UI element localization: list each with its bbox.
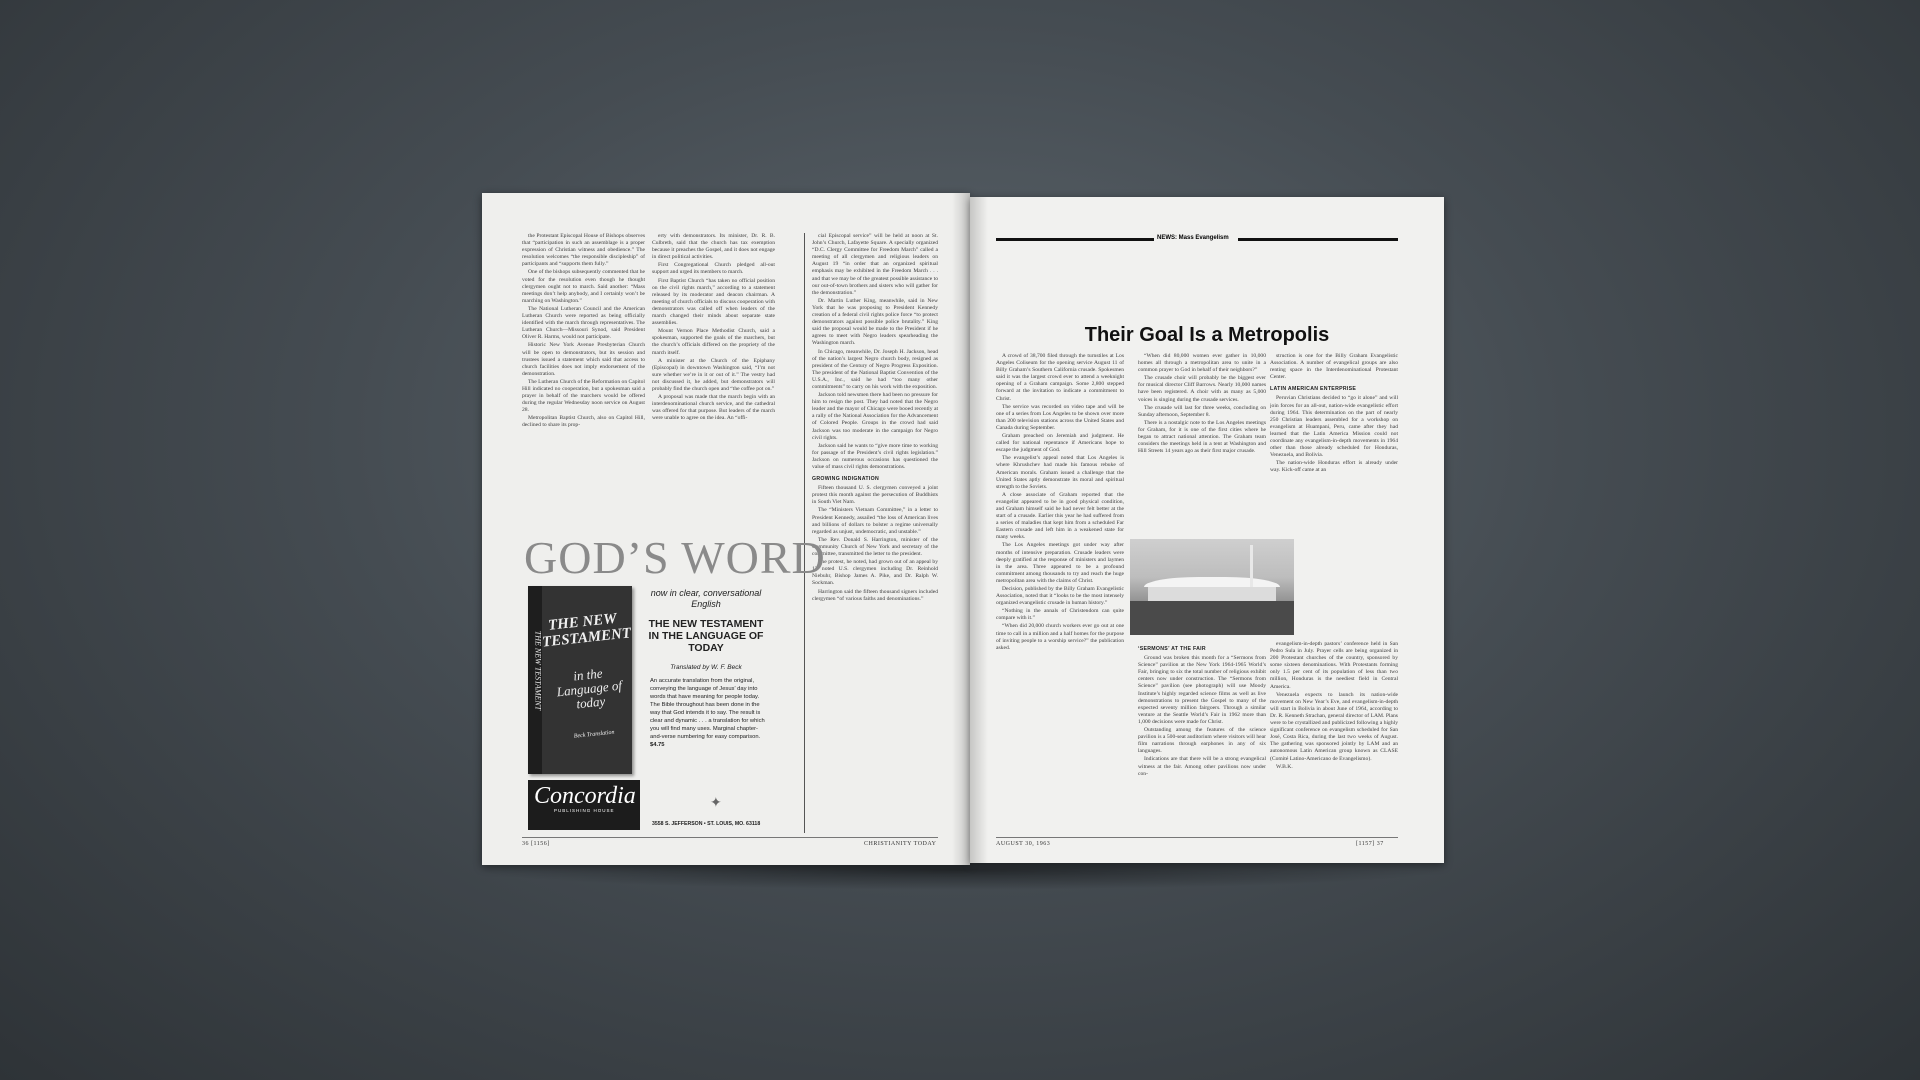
article-paragraph: Peruvian Christians decided to “go it alone” and will join forces for an all-out, nation-wide evangelistic effort during 1964. This determination on the part of nearly 250 Christian leaders assembled for a workshop on evangelism at Huampaní, Peru, came after they had learned that the Latin America Mission could not coordinate any evangelism-in-depth movements in 1964 other than those already scheduled for Honduras, Venezuela, and Bolivia. bbox=[1270, 395, 1398, 459]
footer-rule bbox=[996, 837, 1398, 838]
pavilion-photo bbox=[1130, 539, 1294, 635]
article-paragraph: Venezuela expects to launch its nation-wide movement on New Year’s Eve, and evangelism-in-depth will start in Bolivia in about June of 1964, according to Dr. R. Kenneth Strachan, general director of LAM. Plans were to be crystallized and publicized following a highly significant conference on evangelism scheduled for San José, Costa Rica, during the last two weeks of August. The gathering was sponsored jointly by LAM and an autonomous Latin American group known as CLASE (Comité Latino-Americano de Evangelismo). bbox=[1270, 691, 1398, 762]
star-ornament-icon: ✦ bbox=[710, 796, 722, 811]
article-headline: Their Goal Is a Metropolis bbox=[1084, 324, 1330, 346]
section-subhead: GROWING INDIGNATION bbox=[812, 476, 879, 483]
article-paragraph: There is a nostalgic note to the Los Angeles meetings for Graham, for it is one of the first cities where he began to attract national attention. The Graham team considers the meetings held in a tent at Washington and Hill Streets 14 years ago as their first major crusade. bbox=[1138, 419, 1266, 455]
article-paragraph: The nation-wide Honduras effort is already under way. Kick-off came at an bbox=[1270, 460, 1398, 474]
article-paragraph: The Rev. Donald S. Harrington, minister of the Community Church of New York and secretary of the committee, transmitted the letter to the president. bbox=[812, 536, 938, 558]
article-paragraph: Outstanding among the features of the science pavilion is a 500-seat auditorium where visitors will hear film narrations through earphones in any of six languages. bbox=[1138, 727, 1266, 755]
footer-left: 36 [1156] bbox=[522, 841, 550, 847]
book-title: THE NEW TESTAMENT bbox=[541, 610, 632, 651]
article-paragraph: Jackson told newsmen there had been no pressure for him to resign the post. They had noted that the Negro leader and the mayor of Chicago were booed recently at a rally of the National Association for the Advancement of Colored People. Groups in the crowd had said Jackson was too moderate in the campaign for Negro civil rights. bbox=[812, 392, 938, 441]
right-page bbox=[970, 197, 1444, 863]
ad-title: GOD’S WORD bbox=[524, 532, 826, 583]
article-paragraph: The National Lutheran Council and the American Lutheran Church were reported as being officially identified with the march through representatives. The Lutheran Church—Missouri Synod, said President Oliver R. Harms, would not participate. bbox=[522, 305, 645, 341]
article-paragraph: Metropolitan Baptist Church, also on Capitol Hill, declined to share its prop- bbox=[522, 415, 645, 429]
right-column-2 bbox=[1138, 353, 1266, 531]
article-paragraph: The Los Angeles meetings got under way after months of intensive preparation. Crusade leaders were deeply gratified at the response of ministers and laymen in the area. Three appeared to be a profound commitment among thousands to try and reach the huge metropolitan area with the claims of Christ. bbox=[996, 542, 1124, 584]
article-paragraph: struction is one for the Billy Graham Evangelistic Association. A number of evangelical groups are also renting space in the Interdenominational Protestant Center. bbox=[1270, 353, 1398, 381]
article-paragraph: Jackson said he wants to “give more time to working for passage of the President’s civil rights legislation.” Jackson on numerous occasions has questioned the value of mass civil rights demonstrations. bbox=[812, 442, 938, 470]
article-paragraph: A proposal was made that the march begin with an interdenominational church service, and the cathedral was offered for that purpose. But leaders of the march were unable to agree on the idea. An “offi- bbox=[652, 394, 775, 422]
article-paragraph: “Nothing in the annals of Christendom can quite compare with it.” bbox=[996, 608, 1124, 622]
article-paragraph: Dr. Martin Luther King, meanwhile, said in New York that he was proposing to President Kennedy creation of a federal civil rights police force “to protect demonstrators against possible police brutality.” King said the proposal would be made to the President if he agrees to meet with Negro leaders spearheading the Washington march. bbox=[812, 297, 938, 347]
article-paragraph: The crusade choir will probably be the biggest ever for musical director Cliff Barrows. Nearly 10,000 names have been registered. A choir with as many as 5,000 voices is singing during the crusade services. bbox=[1138, 375, 1266, 403]
article-paragraph: The Lutheran Church of the Reformation on Capitol Hill indicated no cooperation, but a spokesman said a prayer in behalf of the marchers would be offered during the regular Wednesday noon service on August 28. bbox=[522, 378, 645, 414]
article-paragraph: erty with demonstrators. Its minister, Dr. R. B. Culbreth, said that the church has tax exemption because it preaches the Gospel, and it does not engage in direct political activities. bbox=[652, 233, 775, 261]
article-paragraph: The protest, he noted, had grown out of an appeal by 12 noted U.S. clergymen including Dr. Reinhold Niebuhr, Bishop James A. Pike, and Dr. Ralph W. Sockman. bbox=[812, 559, 938, 587]
article-paragraph: Fifteen thousand U. S. clergymen conveyed a joint protest this month against the persecution of Buddhists in South Viet Nam. bbox=[812, 485, 938, 506]
footer-left: AUGUST 30, 1963 bbox=[996, 841, 1051, 847]
book-spine-title: THE NEW TESTAMENT bbox=[533, 630, 543, 711]
article-paragraph: evangelism-in-depth pastors’ conference held in San Pedro Sula in July. Prayer cells are being organized in 200 Protestant churches of the country, sponsored by some sixteen denominations. With Protestants forming only 1.5 per cent of its population of less than two million, Honduras is the neediest field in Central America. bbox=[1270, 641, 1398, 690]
right-lower-column-2 bbox=[1270, 641, 1398, 837]
concordia-logo bbox=[528, 780, 640, 830]
article-paragraph: First Baptist Church “has taken no official position on the civil rights march,” according to a statement released by its moderator and deacon chairman. A meeting of church officials to discuss cooperation with demonstrators was called off when leaders of the march changed their minds about separate state assemblies. bbox=[652, 277, 775, 327]
left-page bbox=[482, 193, 970, 865]
ad-tagline: now in clear, conversational English bbox=[650, 588, 762, 609]
ad-copy bbox=[646, 588, 766, 749]
book-subtitle: in the Language of today bbox=[556, 665, 623, 712]
ad-translator: Translated by W. F. Beck bbox=[670, 664, 742, 671]
book-bottom: Beck Translation bbox=[573, 729, 615, 740]
article-paragraph: Harrington said the fifteen thousand signers included clergymen “of various faiths and denominations.” bbox=[812, 588, 938, 602]
footer-rule bbox=[522, 837, 938, 838]
book-cover-text bbox=[540, 610, 637, 742]
right-column-3 bbox=[1270, 353, 1398, 531]
article-paragraph: cial Episcopal service” will be held at noon at St. John’s Church, Lafayette Square. A specially organized “D.C. Clergy Committee for Freedom March” called a meeting of all clergymen and religious leaders on August 19 “in order that an organized spiritual emphasis may be exhibited in the Freedom March . . . and that we may be of the greatest possible assistance to our out-of-town brothers and sisters who will gather for the demonstration.” bbox=[812, 233, 938, 296]
article-paragraph: Decision, published by the Billy Graham Evangelistic Association, noted that it “looks to be the most intensely organized evangelistic crusade in human history.” bbox=[996, 586, 1124, 607]
section-label: NEWS: Mass Evangelism bbox=[1154, 235, 1232, 241]
publisher-name: Concordia bbox=[534, 783, 636, 809]
right-gutter-shade bbox=[970, 197, 988, 863]
article-paragraph: W.B.K. bbox=[1276, 763, 1293, 770]
article-paragraph: Mount Vernon Place Methodist Church, said a spokesman, supported the goals of the marchers, but the church’s officials differed on the propriety of the march itself. bbox=[652, 328, 775, 356]
article-paragraph: The evangelist’s appeal noted that Los Angeles is where Khrushchev had made his famous rebuke of American morals. Graham issued a challenge that the United States aptly demonstrate its moral and spiritual strength to the Soviets. bbox=[996, 455, 1124, 490]
article-paragraph: One of the bishops subsequently commented that he voted for the resolution even though he thought clergymen ought not to march. Said another: “Mass meetings don’t help anybody, and I certainly won’t be marching on Washington.” bbox=[522, 269, 645, 304]
section-rule-left bbox=[996, 238, 1154, 241]
ad-body-text: An accurate translation from the original, conveying the language of Jesus’ day into words that have meaning for people today. The Bible throughout has been done in the way that God intends it to say. The result is clear and dynamic . . . a translation for which you will find many uses. Marginal chapter-and-verse numbering for easy comparison. bbox=[650, 678, 765, 740]
right-column-1 bbox=[996, 353, 1124, 833]
book-cover-image bbox=[528, 586, 632, 774]
right-lower-column-1 bbox=[1138, 641, 1266, 837]
section-rule-right bbox=[1238, 238, 1398, 241]
section-subhead: ‘SERMONS’ AT THE FAIR bbox=[1138, 646, 1206, 652]
book-spine bbox=[528, 586, 542, 774]
article-paragraph: The crusade will last for three weeks, concluding on Sunday afternoon, September 8. bbox=[1138, 404, 1266, 418]
article-paragraph: Historic New York Avenue Presbyterian Church will be open to demonstrators, but its session and trustees issued a statement which said that access to church facilities does not imply endorsement of the demonstration. bbox=[522, 342, 645, 377]
article-paragraph: “When did 20,000 church workers ever go out at one time to call in a million and a half homes for the purpose of inviting people to a worship service?” the publication asked. bbox=[996, 623, 1124, 651]
left-column-1 bbox=[522, 233, 645, 559]
ad-price: $4.75 bbox=[650, 742, 665, 748]
article-paragraph: First Congregational Church pledged all-out support and urged its members to march. bbox=[652, 262, 775, 276]
ad-address: 3558 S. JEFFERSON • ST. LOUIS, MO. 63118 bbox=[652, 821, 761, 827]
left-gutter-shade bbox=[952, 193, 970, 865]
article-paragraph: A close associate of Graham reported that the evangelist appeared to be in good physical condition, and Graham himself said he had never felt better at the start of a crusade. Earlier this year he had suffered from a series of maladies that kept him from a scheduled Far Eastern crusade and left him in a weakened state for many weeks. bbox=[996, 491, 1124, 541]
article-paragraph: A minister at the Church of the Epiphany (Episcopal) in downtown Washington said, “I’m not sure whether we’re in it or out of it.” The vestry had not discussed it, he added, but demonstrators will probably find the church open and “the coffee pot on.” bbox=[652, 357, 775, 392]
ad-nt-title: THE NEW TESTAMENT IN THE LANGUAGE OF TODAY bbox=[648, 618, 764, 654]
article-paragraph: The service was recorded on video tape and will be one of a series from Los Angeles to be shown over more than 200 television stations across the United States and Canada during September. bbox=[996, 403, 1124, 431]
publisher-sub: PUBLISHING HOUSE bbox=[554, 808, 615, 813]
article-paragraph: A crowd of 38,700 filed through the turnstiles at Los Angeles Coliseum for the opening service August 11 of Billy Graham’s Southern California crusade. Spokesmen said it was the largest crowd ever to attend a weeknight opening of a Graham campaign. Some 2,800 stepped forward at the invitation to indicate a commitment to Christ. bbox=[996, 353, 1124, 402]
footer-right: CHRISTIANITY TODAY bbox=[864, 841, 937, 847]
article-paragraph: the Protestant Episcopal House of Bishops observes that “participation in such an assemblage is a proper expression of Christian witness and obedience.” The resolution welcomes “the responsible discipleship” of participants and “supports them fully.” bbox=[522, 233, 645, 268]
section-bar bbox=[996, 236, 1398, 243]
article-paragraph: Ground was broken this month for a “Sermons from Science” pavilion at the New York 1964-1965 World’s Fair, bringing to six the total number of religious exhibit centers now under construction. The “Sermons from Science” pavilion (see photograph) will use Moody Institute’s highly regarded science films as well as live demonstrations to present the Gospel to many of the expected seventy million fairgoers. Through a similar venture at the Seattle World’s Fair in 1962 more than 1,000 decisions were made for Christ. bbox=[1138, 655, 1266, 725]
article-paragraph: Indications are that there will be a strong evangelical witness at the fair. Among other pavilions now under con- bbox=[1138, 756, 1266, 777]
article-paragraph: Graham preached on Jeremiah and judgment. He called for national repentance if Americans hope to escape the judgment of God. bbox=[996, 433, 1124, 454]
section-subhead: LATIN AMERICAN ENTERPRISE bbox=[1270, 386, 1357, 393]
left-column-3 bbox=[812, 233, 938, 831]
left-column-2 bbox=[652, 233, 775, 559]
article-paragraph: The “Ministers Vietnam Committee,” in a letter to President Kennedy, assailed “the loss of American lives and billions of dollars to bolster a regime universally regarded as unjust, undemocratic, and unstable.” bbox=[812, 507, 938, 535]
article-paragraph: In Chicago, meanwhile, Dr. Joseph H. Jackson, head of the nation’s largest Negro church body, resigned as president of the Century of Negro Progress Exposition. The president of the National Baptist Convention of the U.S.A., Inc., said he had “too many other commitments” to carry on his work with the exposition. bbox=[812, 348, 938, 390]
ad-body bbox=[646, 677, 766, 749]
article-paragraph: “When did 80,000 women ever gather in 10,000 homes all through a metropolitan area to unite in a common prayer to God in behalf of their neighbors?” bbox=[1138, 353, 1266, 374]
footer-right: [1157] 37 bbox=[1356, 841, 1384, 847]
